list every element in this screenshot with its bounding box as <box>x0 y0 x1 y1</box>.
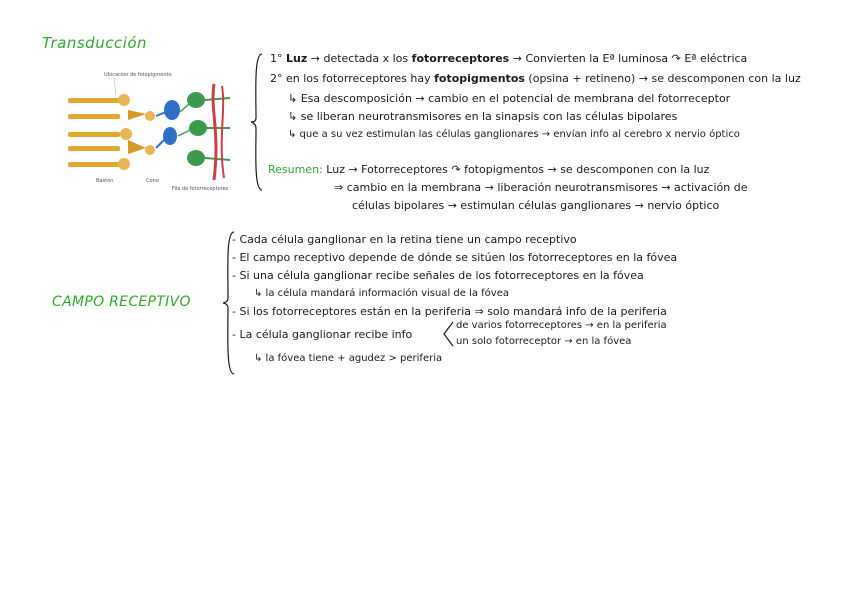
step-1: 1° Luz → detectada x los fotorreceptores → Convierten la Eª luminosa ↷ Eª eléctrica <box>270 52 748 65</box>
title-transduccion: Transducción <box>42 34 148 52</box>
campo-line-6b: un solo fotorreceptor → en la fóvea <box>456 336 632 347</box>
label-fila: Fila de fotorreceptores <box>172 186 229 192</box>
step-2c: ↳ que a su vez estimulan las células ganglionares → envían info al cerebro x nervio óptico <box>288 129 740 140</box>
bipolar-cells <box>156 100 180 148</box>
rods-group <box>68 94 155 170</box>
campo-line-5: - Si los fotorreceptores están en la periferia ⇒ solo mandará info de la periferia <box>232 305 667 318</box>
campo-line-4: ↳ la célula mandará información visual de la fóvea <box>254 288 509 299</box>
resumen-label: Resumen: <box>268 163 323 176</box>
label-fotopigmento: Ubicación de fotopigmento <box>104 72 172 78</box>
campo-line-3: - Si una célula ganglionar recibe señales de los fotorreceptores en la fóvea <box>232 269 644 282</box>
resumen-line2: ⇒ cambio en la membrana → liberación neurotransmisores → activación de <box>334 181 748 194</box>
label-baston: Bastón <box>96 178 114 184</box>
step-2: 2° en los fotorreceptores hay fotopigmentos (opsina + retineno) → se descomponen con la luz <box>270 72 801 85</box>
resumen-line1: Resumen: Luz → Fotorreceptores ↷ fotopigmentos → se descomponen con la luz <box>268 163 710 176</box>
campo-line-1: - Cada célula ganglionar en la retina tiene un campo receptivo <box>232 233 577 246</box>
label-cono: Cono <box>146 178 159 184</box>
brace-section1 <box>250 52 264 192</box>
step-2a: ↳ Esa descomposición → cambio en el potencial de membrana del fotorreceptor <box>288 92 731 105</box>
small-angle-bracket <box>442 320 454 348</box>
campo-line-6: - La célula ganglionar recibe info <box>232 328 413 341</box>
campo-line-7: ↳ la fóvea tiene + agudez > periferia <box>254 353 443 364</box>
title-campo-receptivo: CAMPO RECEPTIVO <box>52 294 191 310</box>
step-2b: ↳ se liberan neurotransmisores en la sinapsis con las células bipolares <box>288 110 678 123</box>
retina-diagram <box>64 70 234 195</box>
campo-line-6a: de varios fotorreceptores → en la periferia <box>456 320 667 331</box>
campo-line-2: - El campo receptivo depende de dónde se sitúen los fotorreceptores en la fóvea <box>232 251 678 264</box>
resumen-line3: células bipolares → estimulan células ganglionares → nervio óptico <box>352 199 720 212</box>
